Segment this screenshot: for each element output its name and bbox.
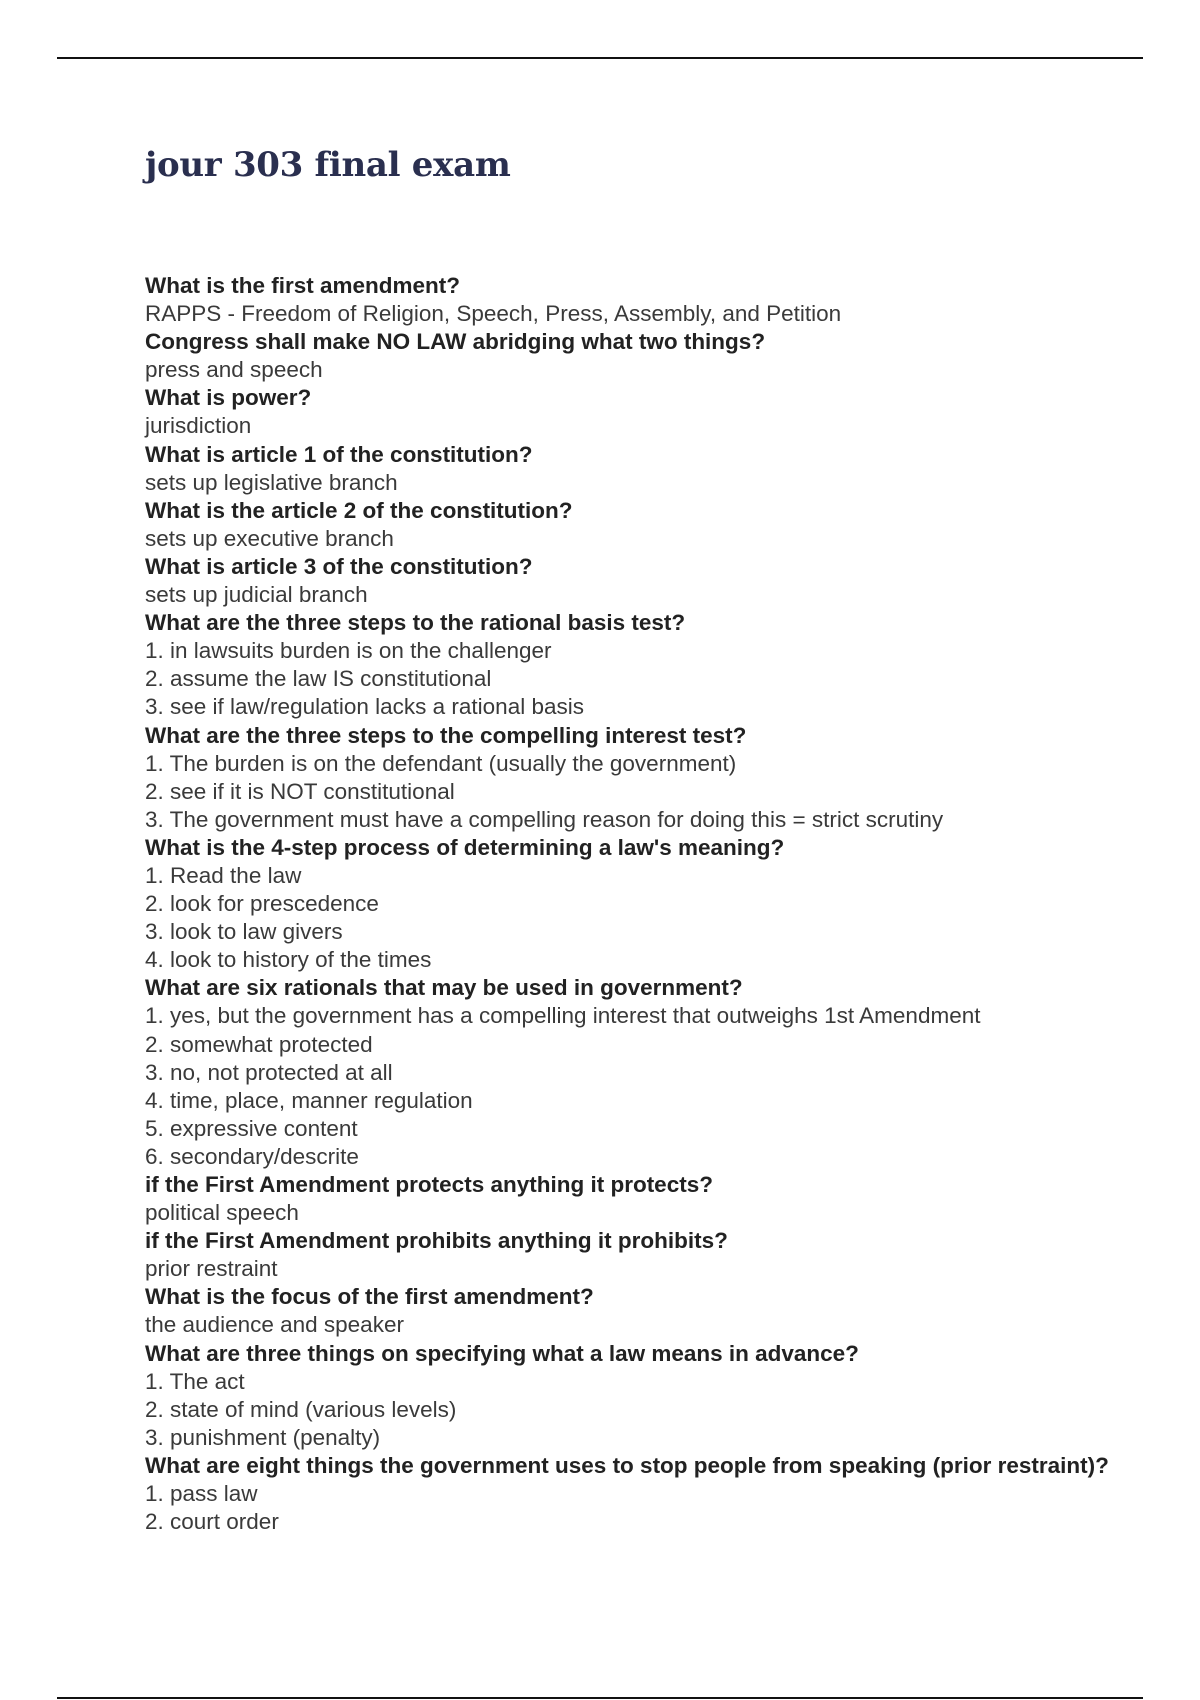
answer-line: sets up executive branch — [145, 525, 394, 551]
answer-line: 3. punishment (penalty) — [145, 1424, 381, 1450]
question-text: What is the article 2 of the constitution? — [145, 497, 573, 523]
answer-line: 2. court order — [145, 1509, 279, 1535]
answer-line: jurisdiction — [145, 413, 252, 439]
answer-line: 2. assume the law IS constitutional — [145, 666, 492, 692]
question-text: What is article 1 of the constitution? — [145, 441, 533, 467]
question-text: What is power? — [145, 385, 312, 411]
answer-line: 2. see if it is NOT constitutional — [145, 778, 455, 804]
answer-line: 4. look to history of the times — [145, 947, 432, 973]
answer-line: 2. state of mind (various levels) — [145, 1396, 457, 1422]
question-text: What are the three steps to the compelling interest test? — [145, 722, 747, 748]
answer-line: sets up judicial branch — [145, 582, 368, 608]
answer-line: 1. Read the law — [145, 862, 302, 888]
question-text: What is the focus of the first amendment? — [145, 1284, 594, 1310]
answer-line: 1. in lawsuits burden is on the challenger — [145, 638, 552, 664]
answer-line: 4. time, place, manner regulation — [145, 1087, 473, 1113]
answer-line: RAPPS - Freedom of Religion, Speech, Press, Assembly, and Petition — [145, 301, 842, 327]
answer-line: the audience and speaker — [145, 1312, 404, 1338]
answer-line: 1. The burden is on the defendant (usually the government) — [145, 750, 737, 776]
answer-line: political speech — [145, 1200, 299, 1226]
answer-line: 3. look to law givers — [145, 919, 343, 945]
question-text: What is article 3 of the constitution? — [145, 553, 533, 579]
answer-line: 3. no, not protected at all — [145, 1059, 393, 1085]
question-text: What are the three steps to the rational basis test? — [145, 610, 686, 636]
answer-line: prior restraint — [145, 1256, 278, 1282]
page-title: jour 303 final exam — [145, 145, 511, 185]
question-text: What is the 4-step process of determining a law's meaning? — [145, 834, 785, 860]
answer-line: 5. expressive content — [145, 1115, 358, 1141]
question-text: if the First Amendment prohibits anything it prohibits? — [145, 1228, 728, 1254]
top-divider — [57, 57, 1143, 59]
question-text: What are eight things the government uses to stop people from speaking (prior restraint)? — [145, 1452, 1109, 1478]
answer-line: sets up legislative branch — [145, 469, 398, 495]
answer-line: press and speech — [145, 357, 323, 383]
answer-line: 1. The act — [145, 1368, 245, 1394]
answer-line: 2. somewhat protected — [145, 1031, 373, 1057]
qa-list — [145, 272, 1145, 1536]
answer-line: 3. see if law/regulation lacks a rational basis — [145, 694, 584, 720]
answer-line: 6. secondary/descrite — [145, 1143, 359, 1169]
question-text: Congress shall make NO LAW abridging what two things? — [145, 329, 766, 355]
question-text: What is the first amendment? — [145, 273, 461, 298]
question-text: if the First Amendment protects anything it protects? — [145, 1172, 713, 1197]
answer-line: 1. yes, but the government has a compelling interest that outweighs 1st Amendment — [145, 1003, 981, 1029]
question-text: What are six rationals that may be used in government? — [145, 975, 743, 1001]
answer-line: 3. The government must have a compelling reason for doing this = strict scrutiny — [145, 806, 944, 832]
question-text: What are three things on specifying what a law means in advance? — [145, 1340, 859, 1366]
answer-line: 2. look for prescedence — [145, 891, 379, 917]
bottom-divider — [57, 1697, 1143, 1699]
answer-line: 1. pass law — [145, 1481, 258, 1507]
